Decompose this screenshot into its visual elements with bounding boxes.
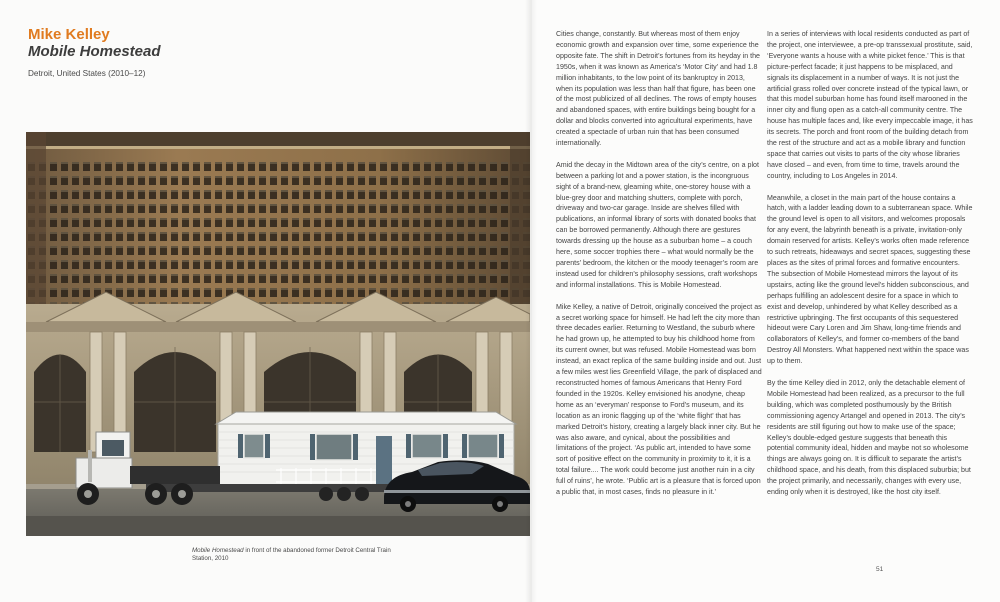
paragraph: Mike Kelley, a native of Detroit, originally conceived the project as a secret working space for himself. He had left the city more than three decades earlier. Returning to Westland, the suburb where he had grown up, he attempted to buy his childhood home from its current owner, but was refused. Mobile Homestead was born instead, an exact replica of the same building inside and out. Just a few miles west lies Greenfield Village, the park of displaced and reconstructed homes of famous Americans that Henry Ford founded in the 1920s. Kelley envisioned his anodyne, cheap home as an ‘everyman’ response to Ford’s museum, and its location as an ironic flagging up of the ‘white flight’ that has marked Detroit’s history, creating a largely black inner city. But he was also aware, and cynical, about the possibilities and limitations of the project. ‘As public art, intended to have some sort of positive effect on the community in proximity to it, it is a total failure.... The work could become just another ruin in a city full of ruins’, he wrote. ‘Public art is a pleasure that is forced upon a public that, in most cases, finds no pleasure in it.’ [556,302,762,497]
paragraph: In a series of interviews with local residents conducted as part of the project, one interviewee, a pre-op transsexual prostitute, said, ‘Everyone wants a house with a white picket fence.’ This is that picture-perfect facade; it just happens to be misplaced, and signals its displacement in a number of ways. It is not just the artificial grass rolled over concrete instead of the typical lawn, or that this model suburban home has found itself marooned in the inner city and flung open as a catch-all community centre. The house has multiple faces and, like every impeccable image, it has its secrets. The porch and front room of the building detach from the rest of the structure and act as a mobile library and function space that carries out visits to parts of the city whose libraries have closed – and even, from time to time, travels around the country, including to Los Angeles in 2014. [767,30,973,180]
paragraph: By the time Kelley died in 2012, only the detachable element of Mobile Homestead had been realized, as a precursor to the full building, which was completed posthumously by the British commissioning agency Artangel and opened in 2013. The city’s residents are still figuring out how to make use of the space; Kelley’s double-edged gesture suggests that beneath this potential community ideal, hidden and maybe not so wholesome things are always going on. It is difficult to separate the artist’s childhood space, and his death, from this displaced suburbia; but the project primarily, and necessarily, changes with every use, ending only when it is destroyed, like the host city itself. [767,378,971,497]
book-gutter [525,0,537,602]
paragraph: Amid the decay in the Midtown area of the city’s centre, on a plot between a parking lot and a power station, is the incongruous sight of a brand-new, gleaming white, one-storey house with a blue-grey door and matching shutters, complete with porch, driveway and two-car garage. Inside are shelves filled with publications, an informal library of sorts with donated books that can be borrowed permanently. Although there are gestures towards dressing up the house as a suburban home – a couch here, some soccer trophies there – what would normally be the parents’ bedroom, the kitchen or the moody teenager’s room are instead used for children’s philosophy sessions, craft workshops and informal installations. This is Mobile Homestead. [556,160,759,289]
location-dates: Detroit, United States (2010–12) [28,69,146,78]
paragraph: Meanwhile, a closet in the main part of the house contains a hatch, with a ladder leading down to a subterranean space. While the ground level is open to all visitors, and welcomes proposals for any event, the labyrinth beneath is a private, invitation-only domain reserved for artists. Kelley’s works often made reference to such retreats, hideaways and secret spaces, suggesting these places as the sites of primal forces and formative encounters. The subsection of Mobile Homestead mirrors the layout of its upstairs, acting like the ground level’s hidden subconscious, and perhaps fulfilling an adolescent desire for a space in which to exist and develop, unhindered by what Kelley described as a restrictive upbringing. The first occupants of this sequestered hideout were Cary Loren and Jim Shaw, long-time friends and collaborators of Kelley’s, and former co-members of the band Destroy All Monsters. What happened next within the space was up to them. [767,193,973,366]
work-title: Mobile Homestead [28,43,161,60]
caption-text: in front of the abandoned former Detroit Central Train Station, 2010 [192,547,391,562]
photo-caption [192,547,392,563]
photo-illustration [26,132,530,536]
caption-work-title: Mobile Homestead [192,547,244,554]
text-column-left [556,29,762,509]
artist-name: Mike Kelley [28,26,110,43]
text-column-right [767,29,973,509]
page-number: 51 [876,566,884,573]
paragraph: Cities change, constantly. But whereas most of them enjoy economic growth and expansion over time, some experience the opposite fate. The shift in Detroit’s fortunes from its heyday in the 1950s, when it was known as America’s ‘Motor City’ and had 1.8 million inhabitants, to the low point of its bankruptcy in 2013, when its population was less than half that figure, has been one of the most publicized of all declines. The rows of empty houses and abandoned spaces, with entire buildings being bought for a dollar and blocks converted into agricultural experiments, have created a spectacle of urban ruin that has been consumed internationally. [556,30,760,148]
photo-mobile-homestead [26,132,530,536]
